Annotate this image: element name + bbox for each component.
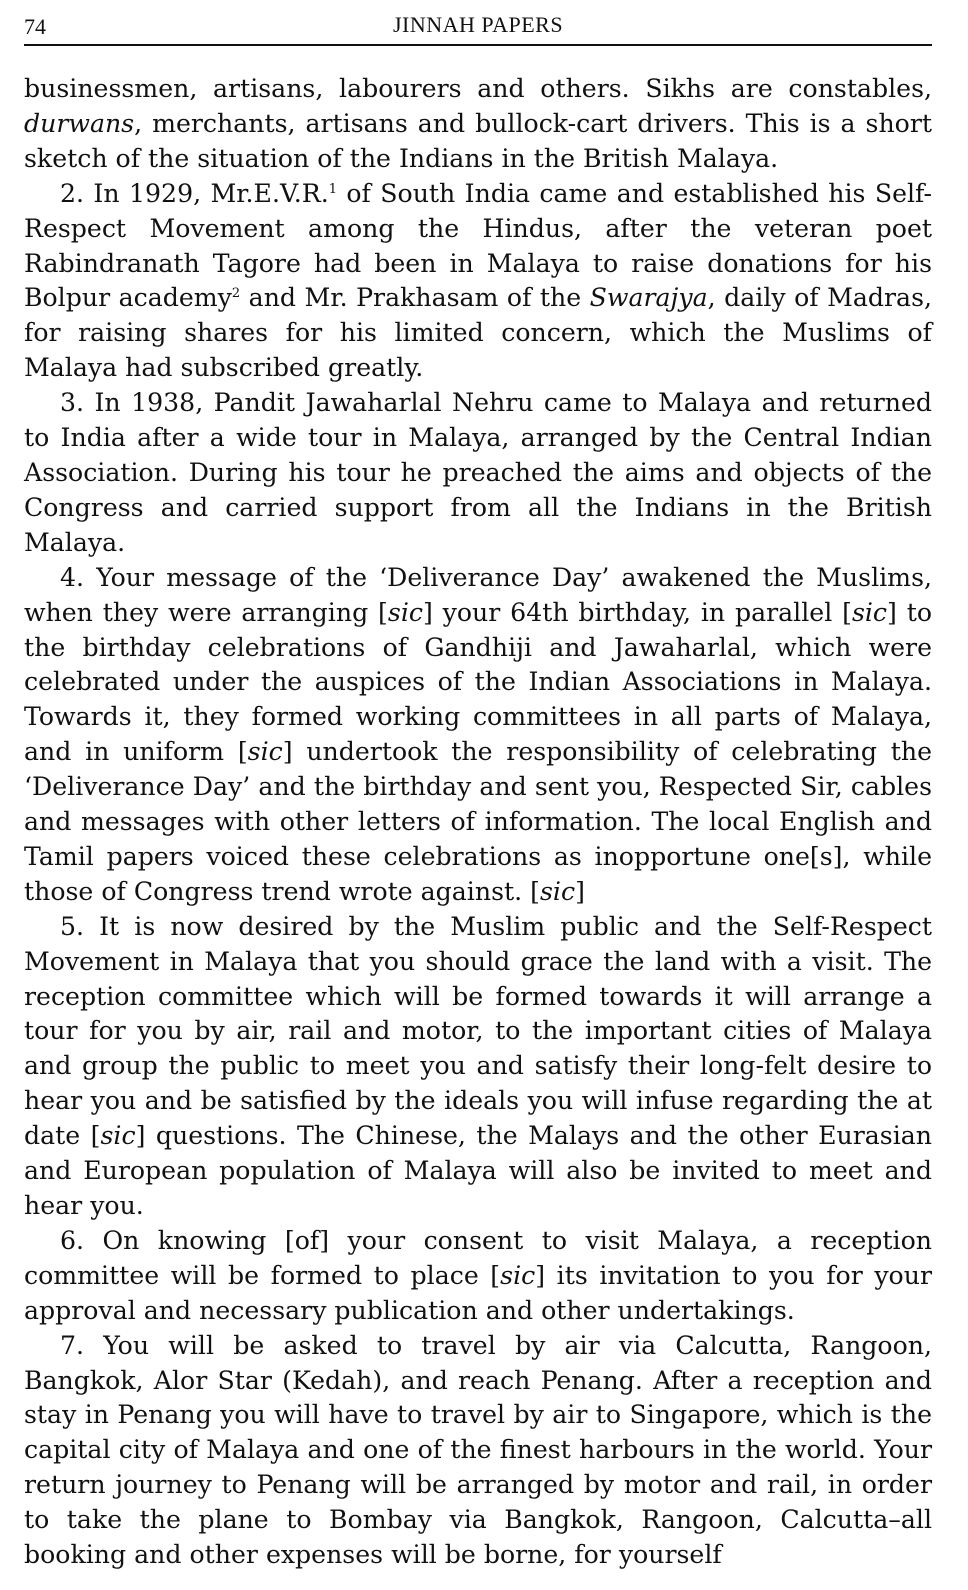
paragraph-continuation: businessmen, artisans, labourers and others. Sikhs are constables, durwans, merchants, artisans and bullock-cart drivers. This is a short sketch of the situation of the Indians in the British Malaya. xyxy=(24,74,932,173)
paragraph-5: 5. It is now desired by the Muslim public and the Self-Respect Movement in Malaya that you should grace the land with a visit. The reception committee which will be formed towards it will arrange a tour for you by air, rail and motor, to the important cities of Malaya and group the public to meet you and satisfy their long-felt desire to hear you and be satisfied by the ideals you will infuse regarding the at date [sic] questions. The Chinese, the Malays and the other Eurasian and European population of Malaya will also be invited to meet and hear you. xyxy=(24,911,932,1220)
running-head: JINNAH PAPERS xyxy=(392,12,564,37)
body-text xyxy=(24,72,932,1573)
page-number: 74 xyxy=(24,14,46,39)
page-header xyxy=(24,8,932,46)
paragraph-6: 6. On knowing [of] your consent to visit Malaya, a reception committee will be formed to place [sic] its invitation to you for your approval and necessary publication and other undertakings. xyxy=(24,1225,932,1325)
paragraph-2: 2. In 1929, Mr.E.V.R.$^1$ of South India came and established his Self-Respect Movement among the Hindus, after the veteran poet Rabindranath Tagore had been in Malaya to raise donations for his Bolpur academy$^2$ and Mr. Prakhasam of the Swarajya, daily of Madras, for raising shares for his limited concern, which the Muslims of Malaya had subscribed greatly. xyxy=(24,178,933,383)
paragraph-4: 4. Your message of the ‘Deliverance Day’ awakened the Muslims, when they were arranging [sic] your 64th birthday, in parallel [sic] to the birthday celebrations of Gandhiji and Jawaharlal, which were celebrated under the auspices of the Indian Associations in Malaya. Towards it, they formed working committees in all parts of Malaya, and in uniform [sic] undertook the responsibility of celebrating the ‘Deliverance Day’ and the birthday and sent you, Respected Sir, cables and messages with other letters of information. The local English and Tamil papers voiced these celebrations as inopportune one[s], while those of Congress trend wrote against. [sic] xyxy=(24,562,932,906)
footnote-ref-1: 1 xyxy=(328,181,337,197)
paragraph-7: 7. You will be asked to travel by air via Calcutta, Rangoon, Bangkok, Alor Star (Kedah), and reach Penang. After a reception and stay in Penang you will have to travel by air to Singapore, which is the capital city of Malaya and one of the finest harbours in the world. Your return journey to Penang will be arranged by motor and rail, in order to take the plane to Bombay via Bangkok, Rangoon, Calcutta–all booking and other expenses will be borne, for yourself xyxy=(24,1330,932,1570)
footnote-ref-2: 2 xyxy=(231,286,241,302)
paragraph-3: 3. In 1938, Pandit Jawaharlal Nehru came to Malaya and returned to India after a wide tour in Malaya, arranged by the Central Indian Association. During his tour he preached the aims and objects of the Congress and carried support from all the Indians in the British Malaya. xyxy=(24,388,932,557)
